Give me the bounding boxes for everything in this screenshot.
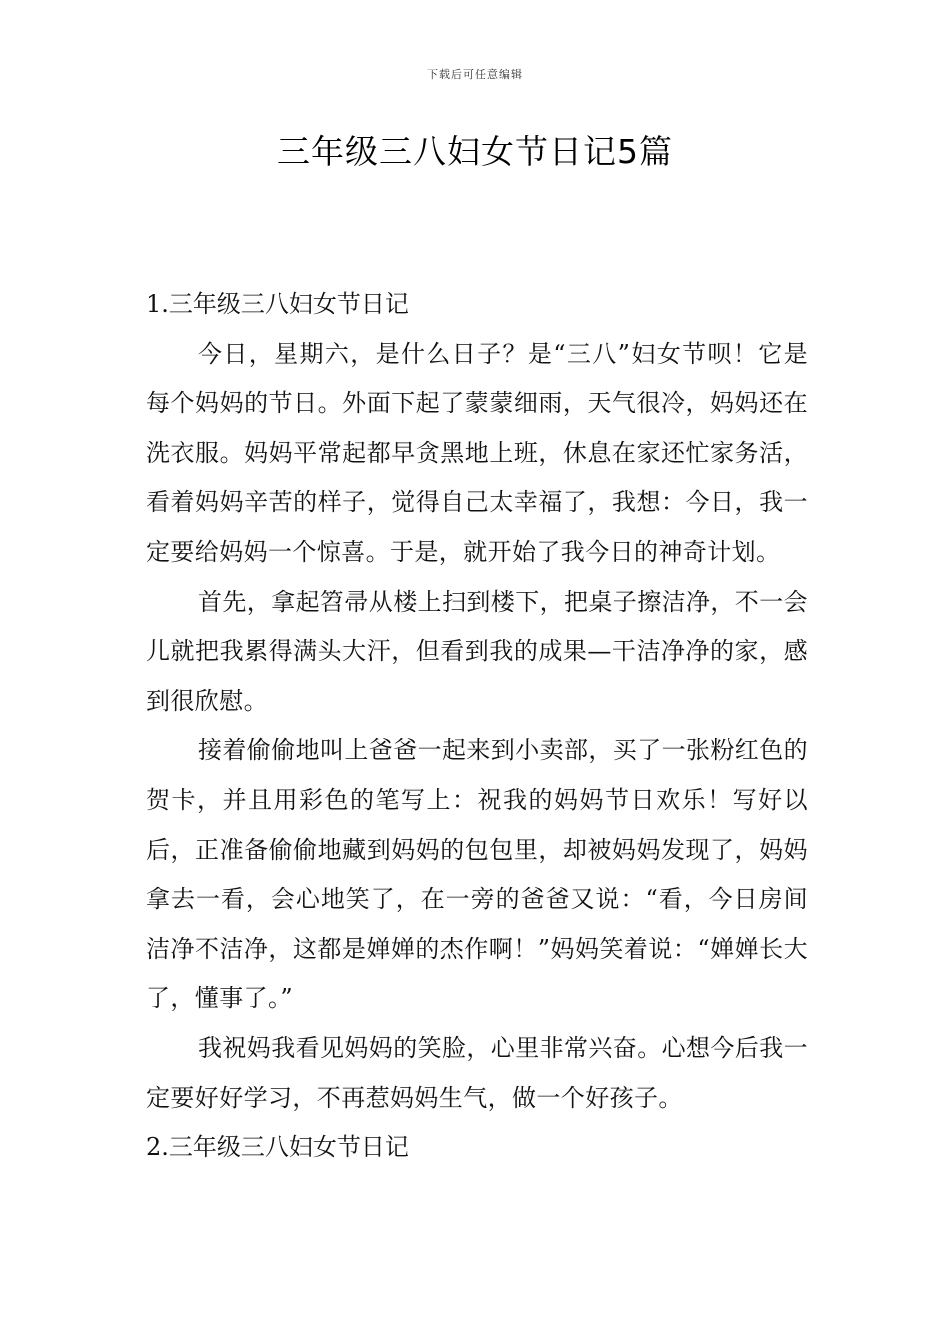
section-heading-2: 2.三年级三八妇女节日记	[146, 1133, 409, 1162]
paragraph: 接着偷偷地叫上爸爸一起来到小卖部，买了一张粉红色的贺卡，并且用彩色的笔写上：祝我的妈妈节日欢乐！写好以后，正准备偷偷地藏到妈妈的包包里，却被妈妈发现了，妈妈拿去一看，会心地笑了，在一旁的爸爸又说：“看，今日房间洁净不洁净，这都是婵婵的杰作啊！”妈妈笑着说：“婵婵长大了，懂事了。”	[146, 736, 808, 1013]
document-body	[146, 280, 808, 1173]
header-note: 下载后可任意编辑	[427, 68, 523, 81]
paragraph: 首先，拿起笤帚从楼上扫到楼下，把桌子擦洁净，不一会儿就把我累得满头大汗，但看到我的成果—干洁净净的家，感到很欣慰。	[146, 587, 808, 715]
paragraph: 今日，星期六，是什么日子？是“三八”妇女节呗！它是每个妈妈的节日。外面下起了蒙蒙细雨，天气很冷，妈妈还在洗衣服。妈妈平常起都早贪黑地上班，休息在家还忙家务活，看着妈妈辛苦的样子，觉得自己太幸福了，我想：今日，我一定要给妈妈一个惊喜。于是，就开始了我今日的神奇计划。	[146, 339, 808, 566]
section-heading-1: 1.三年级三八妇女节日记	[146, 290, 409, 318]
paragraph: 我祝妈我看见妈妈的笑脸，心里非常兴奋。心想今后我一定要好好学习，不再惹妈妈生气，做一个好孩子。	[146, 1033, 808, 1112]
document-title: 三年级三八妇女节日记5篇	[277, 132, 673, 171]
